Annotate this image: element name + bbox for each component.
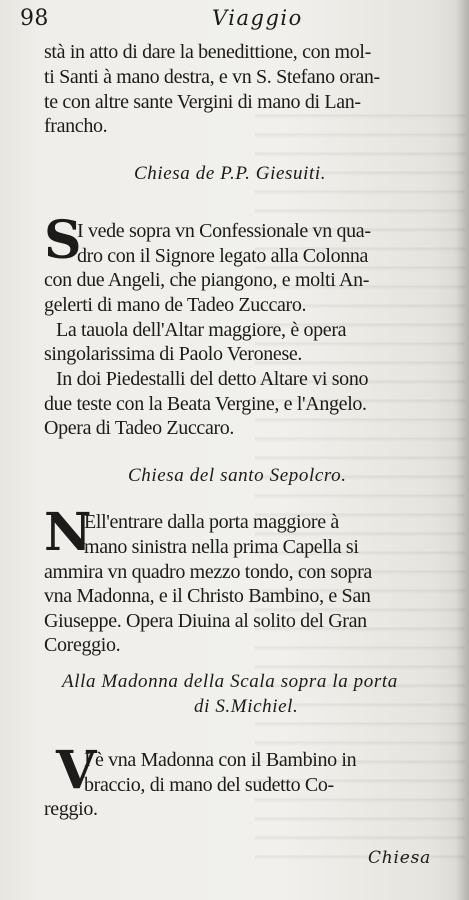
section2-line: Coreggio. — [44, 634, 121, 656]
page-header — [20, 6, 360, 32]
section-heading-scala-cont: di S.Michiel. — [194, 696, 299, 717]
section-heading-gesuiti: Chiesa de P.P. Giesuiti. — [134, 163, 327, 184]
section1-line: singolarissima di Paolo Veronese. — [44, 343, 303, 365]
section1-line: Opera di Tadeo Zuccaro. — [44, 417, 235, 439]
section2-line: vna Madonna, e il Christo Bambino, e San — [44, 585, 371, 607]
section1-line: due teste con la Beata Vergine, e l'Angelo. — [44, 393, 367, 415]
catchword: Chiesa — [368, 848, 432, 868]
section1-line: In doi Piedestalli del detto Altare vi sono — [56, 368, 369, 390]
drop-cap-n: N — [44, 502, 92, 563]
section1-line: gelerti di mano de Tadeo Zuccaro. — [44, 294, 307, 316]
section2-line: Giuseppe. Opera Diuina al solito del Gran — [44, 610, 367, 632]
intro-line: stà in atto di dare la benedittione, con mol- — [44, 41, 371, 63]
section2-line: Ell'entrare dalla porta maggiore à — [84, 511, 339, 533]
running-title: Viaggio — [212, 6, 303, 30]
section1-line: dro con il Signore legato alla Colonna — [77, 245, 369, 267]
section1-line: con due Angeli, che piangono, e molti An- — [44, 269, 370, 291]
section1-line: I vede sopra vn Confessionale vn qua- — [77, 220, 371, 242]
section-heading-scala: Alla Madonna della Scala sopra la porta — [62, 671, 398, 692]
intro-line: te con altre sante Vergini di mano di Lan- — [44, 91, 361, 113]
intro-line: ti Santi à mano destra, e vn S. Stefano oran- — [44, 66, 380, 88]
drop-cap-v: V — [56, 740, 96, 801]
section3-line: braccio, di mano del sudetto Co- — [84, 774, 334, 796]
section2-line: mano sinistra nella prima Capella si — [84, 536, 359, 558]
drop-cap-s: S — [44, 210, 82, 271]
section2-line: ammira vn quadro mezzo tondo, con sopra — [44, 561, 372, 583]
section3-line: I è vna Madonna con il Bambino in — [84, 749, 357, 771]
section3-line: reggio. — [44, 798, 98, 820]
section-heading-sepolcro: Chiesa del santo Sepolcro. — [128, 465, 347, 486]
page-number: 98 — [20, 6, 49, 31]
section1-line: La tauola dell'Altar maggiore, è opera — [56, 319, 347, 341]
page-edge-shadow — [455, 0, 469, 900]
intro-line: francho. — [44, 115, 108, 137]
